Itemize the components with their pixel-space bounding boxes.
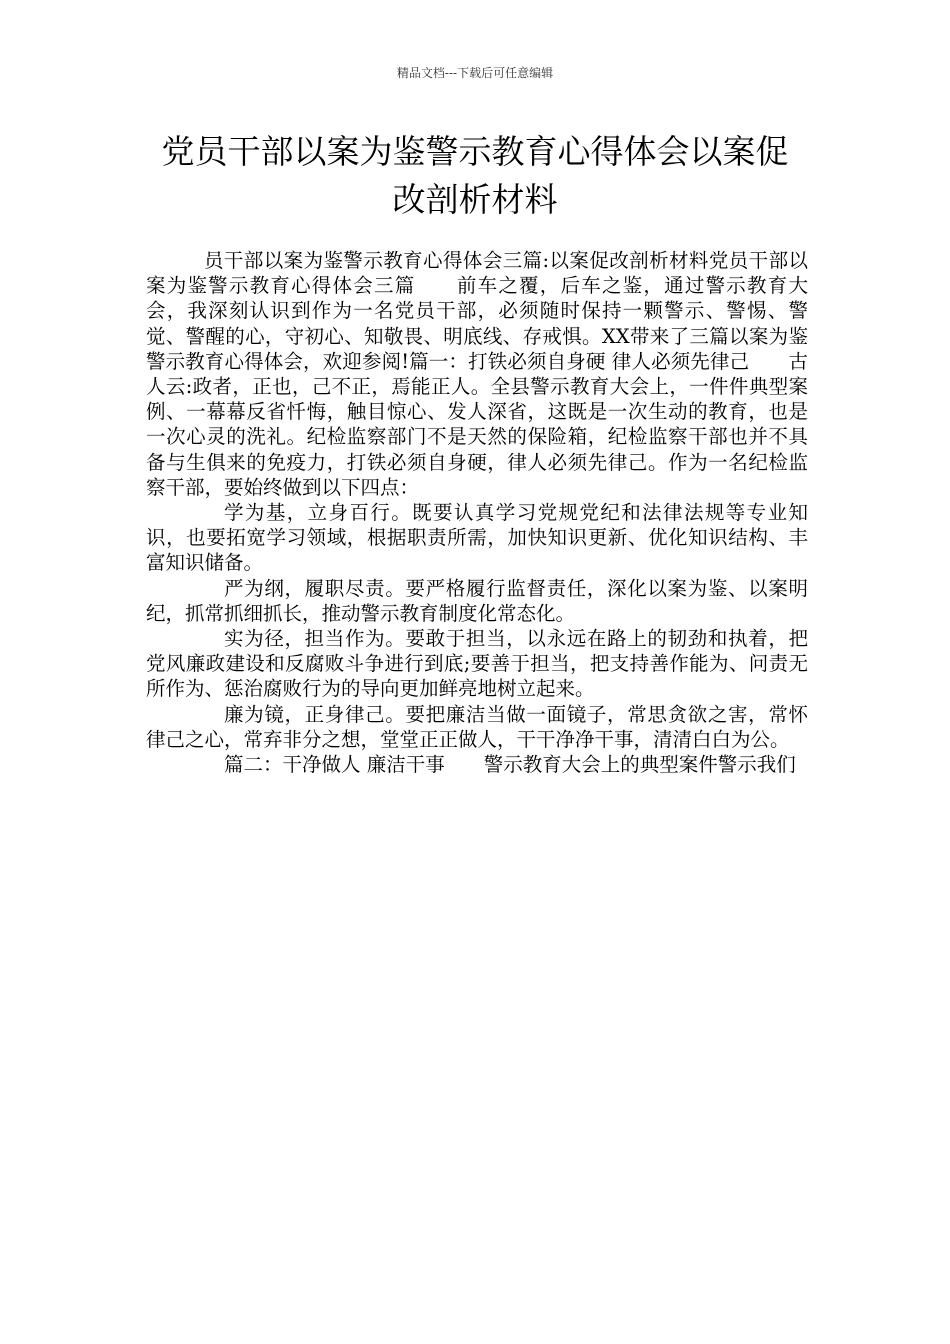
paragraph-point-2: 严为纲，履职尽责。要严格履行监督责任，深化以案为鉴、以案明纪，抓常抓细抓长，推动警示教育制度化常态化。 <box>146 576 808 625</box>
paragraph-point-4: 廉为镜，正身律己。要把廉洁当做一面镜子，常思贪欲之害，常怀律己之心，常弃非分之想，堂堂正正做人，干干净净干事，清清白白为公。 <box>146 702 808 751</box>
document-title: 党员干部以案为鉴警示教育心得体会以案促改剖析材料 <box>161 132 789 219</box>
paragraph-point-3: 实为径，担当作为。要敢于担当，以永远在路上的韧劲和执着，把党风廉政建设和反腐败斗争进行到底;要善于担当，把支持善作能为、问责无所作为、惩治腐败行为的导向更加鲜亮地树立起来。 <box>146 627 808 701</box>
document-body <box>146 248 808 777</box>
page-header: 精品文档---下载后可任意编辑 <box>396 66 554 80</box>
paragraph-intro: 员干部以案为鉴警示教育心得体会三篇:以案促改剖析材料党员干部以案为鉴警示教育心得体会三篇 前车之覆，后车之鉴，通过警示教育大会，我深刻认识到作为一名党员干部，必须随时保持一颗警示、警惕、警觉、警醒的心，守初心、知敬畏、明底线、存戒惧。XX带来了三篇以案为鉴警示教育心得体会，欢迎参阅!篇一：打铁必须自身硬 律人必须先律己 古人云:政者，正也，己不正，焉能正人。全县警示教育大会上，一件件典型案例、一幕幕反省忏悔，触目惊心、发人深省，这既是一次生动的教育，也是一次心灵的洗礼。纪检监察部门不是天然的保险箱，纪检监察干部也并不具备与生俱来的免疫力，打铁必须自身硬，律人必须先律己。作为一名纪检监察干部，要始终做到以下四点： <box>146 249 808 499</box>
paragraph-point-1: 学为基，立身百行。既要认真学习党规党纪和法律法规等专业知识，也要拓宽学习领域，根据职责所需，加快知识更新、优化知识结构、丰富知识储备。 <box>146 501 808 575</box>
paragraph-section-2: 篇二：干净做人 廉洁干事 警示教育大会上的典型案件警示我们 <box>224 753 796 777</box>
